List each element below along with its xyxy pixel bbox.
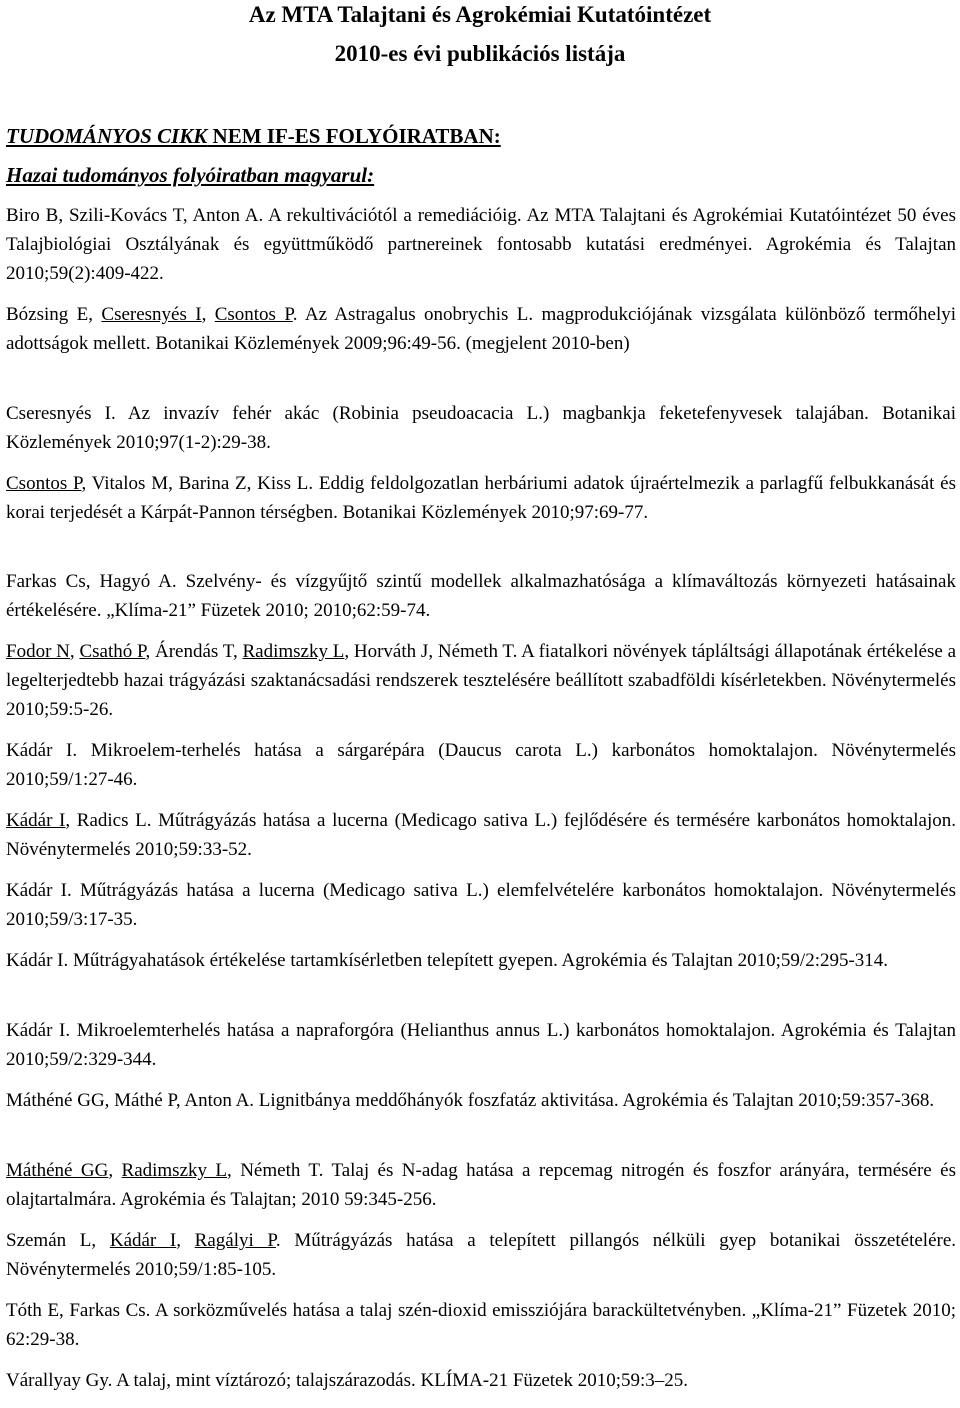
publication-entry <box>6 1366 956 1395</box>
underlined-author: Radimszky L <box>121 1160 228 1181</box>
underlined-author: Ragályi P <box>194 1230 276 1251</box>
publication-entry <box>6 806 956 864</box>
underlined-author: Fodor N <box>6 641 70 662</box>
entry-text: Tóth E, Farkas Cs. A sorközművelés hatása a talaj szén-dioxid emissziójára barackültetvényben. „Klíma-21” Füzetek 2010; 62:29-38. <box>6 1300 956 1350</box>
publication-entry <box>6 201 956 288</box>
entry-text: , <box>69 641 80 662</box>
entry-text: . Az Astragalus onobrychis L. magprodukciójának vizsgálata különböző termőhelyi adottságok mellett. Botanikai Közlemények 2009;96:49-56. (megjelent 2010-ben) <box>6 304 956 354</box>
entry-text: Szemán L, <box>6 1230 110 1251</box>
section-heading-italic: TUDOMÁNYOS CIKK <box>6 124 208 148</box>
underlined-author: Csathó P <box>79 641 146 662</box>
underlined-author: Kádár I <box>109 1230 177 1251</box>
publication-entry <box>6 1296 956 1354</box>
entry-text: , Németh T. Talaj és N-adag hatása a repcemag nitrogén és foszfor arányára, termésére és olajtartalmára. Agrokémia és Talajtan; 2010 59:345-256. <box>6 1160 956 1210</box>
entry-text: Farkas Cs, Hagyó A. Szelvény- és vízgyűjtő szintű modellek alkalmazhatósága a klímaváltozás környezeti hatásainak értékelésére. „Klíma-21” Füzetek 2010; 2010;62:59-74. <box>6 571 956 621</box>
entry-text: , Vitalos M, Barina Z, Kiss L. Eddig feldolgozatlan herbáriumi adatok újraértelmezik a parlagfű felbukkanását és korai terjedését a Kárpát-Pannon térségben. Botanikai Közlemények 2010;97:69-77. <box>6 473 956 523</box>
entry-text: Kádár I. Mikroelem-terhelés hatása a sárgarépára (Daucus carota L.) karbonátos homoktalajon. Növénytermelés 2010;59/1:27-46. <box>6 740 956 790</box>
publication-entry <box>6 1086 956 1115</box>
underlined-author: Cseresnyés I <box>101 304 202 325</box>
entry-text: , <box>108 1160 122 1181</box>
publication-entry <box>6 637 956 724</box>
entry-text: Kádár I. Műtrágyázás hatása a lucerna (Medicago sativa L.) elemfelvételére karbonátos homoktalajon. Növénytermelés 2010;59/3:17-35. <box>6 880 956 930</box>
entry-text: , <box>201 304 215 325</box>
underlined-author: Radimszky L <box>242 641 345 662</box>
entry-text: Kádár I. Mikroelemterhelés hatása a napraforgóra (Helianthus annus L.) karbonátos homoktalajon. Agrokémia és Talajtan 2010;59/2:329-344. <box>6 1020 956 1070</box>
entry-text: Várallyay Gy. A talaj, mint víztározó; talajszárazodás. KLÍMA-21 Füzetek 2010;59:3–25. <box>6 1370 689 1391</box>
entry-text: Máthéné GG, Máthé P, Anton A. Lignitbánya meddőhányók foszfatáz aktivitása. Agrokémia és Talajtan 2010;59:357-368. <box>6 1090 935 1111</box>
document-subtitle: 2010-es évi publikációs listája <box>334 41 626 66</box>
underlined-author: Kádár I <box>6 810 66 831</box>
entry-text: , Horváth J, Németh T. A fiatalkori növények tápláltsági állapotának értékelése a legelterjedtebb hazai trágyázási szaktanácsadási rendszerek tesztelésére beállított szabadföldi kísérletekben. Növénytermelés 2010;59:5-26. <box>6 641 956 720</box>
publication-entry <box>6 1156 956 1214</box>
publication-entry <box>6 876 956 934</box>
publication-entry <box>6 469 956 527</box>
document-title: Az MTA Talajtani és Agrokémiai Kutatóintézet <box>248 2 712 27</box>
entry-text: , Radics L. Műtrágyázás hatása a lucerna (Medicago sativa L.) fejlődésére és termésére karbonátos homoktalajon. Növénytermelés 2010;59:33-52. <box>6 810 956 860</box>
entry-text: Kádár I. Műtrágyahatások értékelése tartamkísérletben telepített gyepen. Agrokémia és Talajtan 2010;59/2:295-314. <box>6 950 889 971</box>
publication-entry <box>6 946 956 975</box>
entry-text: Bózsing E, <box>6 304 102 325</box>
publication-entry <box>6 1226 956 1284</box>
subsection-heading: Hazai tudományos folyóiratban magyarul: <box>6 163 375 187</box>
publication-entry <box>6 399 956 457</box>
publication-entry <box>6 300 956 358</box>
underlined-author: Csontos P <box>6 473 82 494</box>
publication-entry <box>6 567 956 625</box>
underlined-author: Máthéné GG <box>6 1160 109 1181</box>
publication-entry <box>6 1016 956 1074</box>
entry-text: , Árendás T, <box>145 641 243 662</box>
entry-text: Biro B, Szili-Kovács T, Anton A. A rekultivációtól a remediációig. Az MTA Talajtani és Agrokémiai Kutatóintézet 50 éves Talajbiológiai Osztályának és együttműködő partnereinek fontosabb kutatási eredményei. Agrokémia és Talajtan 2010;59(2):409-422. <box>6 205 956 284</box>
entry-text: , <box>176 1230 195 1251</box>
publication-entry <box>6 736 956 794</box>
underlined-author: Csontos P <box>214 304 293 325</box>
entry-text: Cseresnyés I. Az invazív fehér akác (Robinia pseudoacacia L.) magbankja feketefenyvesek talajában. Botanikai Közlemények 2010;97(1-2):29-38. <box>6 403 956 453</box>
entry-text: . Műtrágyázás hatása a telepített pillangós nélküli gyep botanikai összetételére. Növénytermelés 2010;59/1:85-105. <box>6 1230 957 1280</box>
section-heading-plain: NEM IF-ES FOLYÓIRATBAN: <box>207 124 501 148</box>
section-heading <box>6 123 501 149</box>
